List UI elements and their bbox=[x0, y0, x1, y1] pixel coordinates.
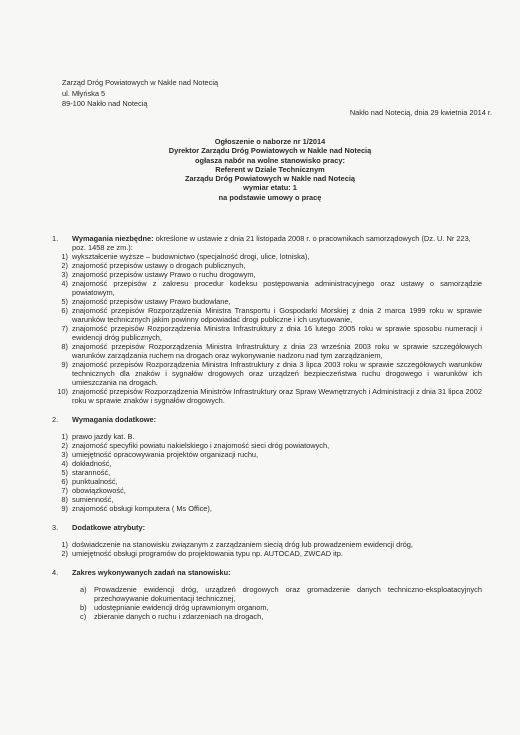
item-text: znajomość przepisów Rozporządzenia Ministra Infrastruktury z dnia 23 września 2003 roku w sprawie szczegółowych warunków zarządzania ruchem na drogach oraz wykonywanie nadzoru nad tym zarządzaniem, bbox=[72, 342, 482, 360]
item-number: 1) bbox=[61, 432, 68, 441]
list-item bbox=[80, 603, 482, 612]
list-item bbox=[52, 279, 482, 297]
list-item bbox=[52, 261, 482, 270]
title-line: Ogłoszenie o naborze nr 1/2014 bbox=[214, 137, 326, 146]
item-text: znajomość przepisów Rozporządzenia Ministra Infrastruktury z dnia 3 lipca 2003 roku w sprawie szczegółowych warunków technicznych dla znaków i sygnałów drogowych oraz urządzeń bezpieczeństwa ruchu drogowego i warunków ich umieszczania na drogach. bbox=[72, 360, 482, 387]
item-number: 2) bbox=[61, 261, 68, 270]
duties-list bbox=[52, 585, 482, 621]
document-body bbox=[52, 234, 482, 631]
item-number: 3) bbox=[61, 450, 68, 459]
item-text: znajomość przepisów ustawy Prawo budowlane, bbox=[72, 297, 231, 306]
item-number: 2) bbox=[61, 441, 68, 450]
list-item bbox=[52, 342, 482, 360]
item-text: znajomość przepisów z zakresu procedur kodeksu postępowania administracyjnego oraz ustawy o samorządzie powiatowym, bbox=[72, 279, 482, 297]
list-item bbox=[52, 387, 482, 405]
item-number: 9) bbox=[61, 504, 68, 513]
section-attributes bbox=[52, 523, 482, 558]
section-intro: określone w ustawie z dnia 21 listopada 2008 r. o pracownikach samorządowych (Dz. U. Nr 223, poz. 1458 ze zm.): bbox=[72, 234, 471, 252]
section-number: 1. bbox=[52, 234, 59, 243]
item-number: 6) bbox=[61, 306, 68, 315]
item-text: dokładność, bbox=[72, 459, 112, 468]
section-number: 3. bbox=[52, 523, 59, 532]
item-text: zbieranie danych o ruchu i zdarzeniach na drogach, bbox=[94, 612, 264, 621]
list-item bbox=[52, 504, 482, 513]
item-text: doświadczenie na stanowisku związanym z zarządzaniem siecią dróg lub prowadzeniem ewidencji dróg, bbox=[72, 540, 413, 549]
item-number: 3) bbox=[61, 270, 68, 279]
title-line: Dyrektor Zarządu Dróg Powiatowych w Nakle nad Notecią bbox=[168, 146, 372, 156]
item-text: znajomość specyfiki powiatu nakielskiego i znajomość sieci dróg powiatowych, bbox=[72, 441, 330, 450]
item-number: 7) bbox=[61, 486, 68, 495]
title-line: wymiar etatu: 1 bbox=[243, 183, 297, 193]
title-line: Zarządu Dróg Powiatowych w Nakle nad Notecią bbox=[184, 174, 356, 184]
item-number: 7) bbox=[61, 324, 68, 333]
list-item bbox=[52, 459, 482, 468]
item-number: a) bbox=[80, 585, 87, 594]
list-item bbox=[52, 486, 482, 495]
announcement-title bbox=[110, 137, 430, 202]
list-item bbox=[52, 432, 482, 441]
section-heading-label: Wymagania dodatkowe: bbox=[72, 415, 157, 424]
item-number: 9) bbox=[61, 360, 68, 369]
section-heading-label: Zakres wykonywanych zadań na stanowisku: bbox=[72, 568, 231, 577]
item-number: 4) bbox=[61, 459, 68, 468]
section-duties bbox=[52, 568, 482, 621]
item-text: znajomość przepisów ustawy Prawo o ruchu drogowym, bbox=[72, 270, 256, 279]
item-text: znajomość przepisów Rozporządzenia Ministrów Infrastruktury oraz Spraw Wewnętrznych i Administracji z dnia 31 lipca 2002 roku w sprawie znaków i sygnałów drogowych. bbox=[72, 387, 482, 405]
list-item bbox=[52, 360, 482, 387]
list-item bbox=[52, 441, 482, 450]
sender-street: ul. Młyńska 5 bbox=[62, 88, 106, 98]
item-text: znajomość obsługi komputera ( Ms Office), bbox=[72, 504, 212, 513]
item-text: znajomość przepisów Rozporządzenia Ministra Transportu i Gospodarki Morskiej z dnia 2 marca 1999 roku w sprawie warunków technicznych jakim powinny odpowiadać drogi publiczne i ich usytuowanie, bbox=[72, 306, 482, 324]
section-heading bbox=[52, 234, 482, 252]
section-heading-label: Dodatkowe atrybuty: bbox=[72, 523, 146, 532]
item-number: c) bbox=[80, 612, 87, 621]
title-line: Referent w Dziale Technicznym bbox=[215, 164, 325, 174]
section-heading-label: Wymagania niezbędne: bbox=[72, 234, 154, 243]
list-item bbox=[52, 549, 482, 558]
list-item bbox=[52, 324, 482, 342]
section-additional bbox=[52, 415, 482, 513]
list-item bbox=[80, 612, 482, 621]
sender-address bbox=[62, 78, 218, 110]
section-heading bbox=[52, 415, 482, 424]
item-number: 5) bbox=[61, 297, 68, 306]
sender-name: Zarząd Dróg Powiatowych w Nakle nad Notecią bbox=[62, 78, 219, 87]
item-number: 4) bbox=[61, 279, 68, 288]
section-number: 4. bbox=[52, 568, 59, 577]
item-text: sumienność, bbox=[72, 495, 114, 504]
section-heading bbox=[52, 568, 482, 577]
title-line: ogłasza nabór na wolne stanowisko pracy: bbox=[195, 155, 345, 165]
item-number: 1) bbox=[61, 252, 68, 261]
item-text: obowiązkowość, bbox=[72, 486, 126, 495]
item-number: 6) bbox=[61, 477, 68, 486]
section-heading bbox=[52, 523, 482, 532]
list-item bbox=[52, 468, 482, 477]
item-text: prawo jazdy kat. B. bbox=[72, 432, 135, 441]
item-number: 2) bbox=[61, 549, 68, 558]
item-number: 1) bbox=[61, 540, 68, 549]
item-number: 8) bbox=[61, 495, 68, 504]
list-item bbox=[52, 252, 482, 261]
item-number: 10) bbox=[57, 387, 68, 396]
document-date: Nakło nad Notecią, dnia 29 kwietnia 2014 r. bbox=[349, 108, 492, 117]
item-number: 8) bbox=[61, 342, 68, 351]
list-item bbox=[80, 585, 482, 603]
list-item bbox=[52, 540, 482, 549]
list-item bbox=[52, 450, 482, 459]
item-number: 5) bbox=[61, 468, 68, 477]
item-text: znajomość przepisów Rozporządzenia Ministra Infrastruktury z dnia 16 lutego 2005 roku w sprawie sposobu numeracji i ewidencji dróg publicznych, bbox=[72, 324, 482, 342]
section-required bbox=[52, 234, 482, 405]
item-text: umiejętność obsługi programów do projektowania typu np. AUTOCAD, ZWCAD itp. bbox=[72, 549, 343, 558]
sender-city: 89-100 Nakło nad Notecią bbox=[62, 99, 148, 108]
item-text: znajomość przepisów ustawy o drogach publicznych, bbox=[72, 261, 246, 270]
section-number: 2. bbox=[52, 415, 59, 424]
item-text: wykształcenie wyższe – budownictwo (specjalność drogi, ulice, lotniska), bbox=[72, 252, 310, 261]
list-item bbox=[52, 495, 482, 504]
list-item bbox=[52, 270, 482, 279]
item-text: udostępnianie ewidencji dróg uprawnionym organom, bbox=[94, 603, 269, 612]
item-text: umiejętność opracowywania projektów organizacji ruchu, bbox=[72, 450, 259, 459]
list-item bbox=[52, 477, 482, 486]
item-text: punktualność, bbox=[72, 477, 118, 486]
item-text: staranność, bbox=[72, 468, 111, 477]
item-text: Prowadzenie ewidencji dróg, urządzeń drogowych oraz gromadzenie danych techniczno-eksploatacyjnych przechowywanie dokumentacji technicznej, bbox=[94, 585, 482, 603]
item-number: b) bbox=[80, 603, 87, 612]
list-item bbox=[52, 297, 482, 306]
list-item bbox=[52, 306, 482, 324]
title-line: na podstawie umowy o pracę bbox=[218, 192, 322, 202]
